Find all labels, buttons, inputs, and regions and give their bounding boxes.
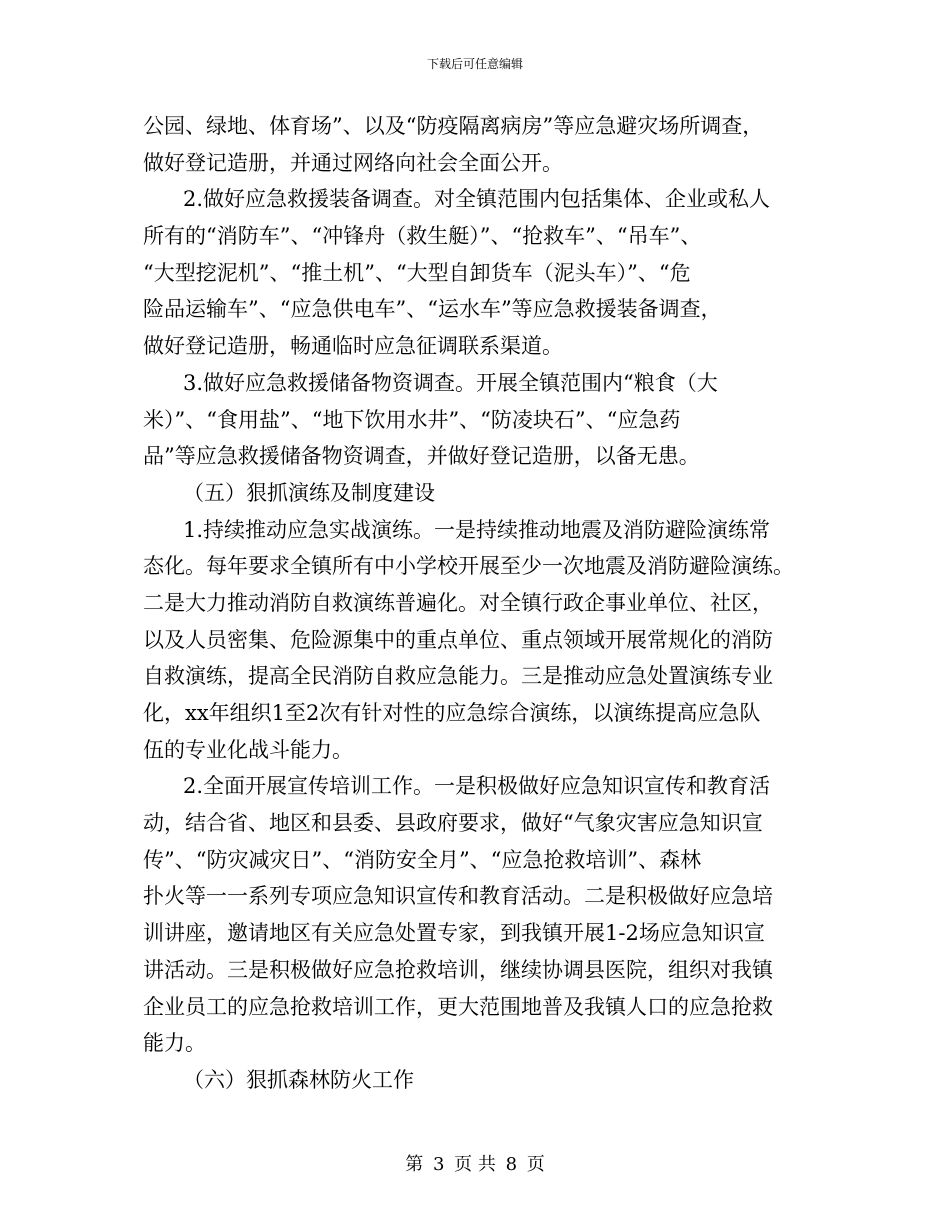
text-line: （五）狠抓演练及制度建设: [183, 480, 435, 505]
text-line: 做好登记造册，并通过网络向社会全面公开。: [143, 150, 563, 175]
text-line: 扑火等一一系列专项应急知识宣传和教育活动。二是积极做好应急培: [143, 884, 773, 909]
text-line: 米）”、“食用盐”、“地下饮用水井”、“防凌块石”、“应急药: [143, 407, 681, 432]
text-line: 品”等应急救援储备物资调查，并做好登记造册，以备无患。: [143, 444, 700, 469]
document-body: [143, 108, 808, 1099]
text-line: 化，xx年组织1至2次有针对性的应急综合演练，以演练提高应急队: [143, 701, 761, 725]
footer-suffix: 页: [526, 1154, 545, 1175]
text-line: 动，结合省、地区和县委、县政府要求，做好“气象灾害应急知识宣: [143, 811, 763, 836]
page-footer: [0, 1150, 950, 1176]
footer-prefix: 第: [405, 1154, 424, 1175]
text-line: 能力。: [143, 1031, 206, 1056]
text-line: 险品运输车”、“应急供电车”、“运水车”等应急救援装备调查，: [143, 297, 722, 322]
text-line: 1.持续推动应急实战演练。一是持续推动地震及消防避险演练常: [183, 517, 771, 542]
footer-total-pages: 8: [505, 1154, 518, 1175]
text-line: 训讲座，邀请地区有关应急处置专家，到我镇开展1-2场应急知识宣: [143, 921, 765, 946]
text-line: 企业员工的应急抢救培训工作，更大范围地普及我镇人口的应急抢救: [143, 994, 773, 1019]
text-line: 做好登记造册，畅通临时应急征调联系渠道。: [143, 334, 563, 359]
text-line: 3.做好应急救援储备物资调查。开展全镇范围内“粮食（大: [183, 370, 718, 395]
text-line: （六）狠抓森林防火工作: [183, 1067, 414, 1092]
text-line: 态化。每年要求全镇所有中小学校开展至少一次地震及消防避险演练。: [143, 554, 794, 579]
text-line: 公园、绿地、体育场”、以及“防疫隔离病房”等应急避灾场所调查，: [143, 114, 764, 138]
text-line: 二是大力推动消防自救演练普遍化。对全镇行政企事业单位、社区，: [143, 590, 773, 615]
footer-page-number: 3: [432, 1154, 445, 1175]
text-line: 2.做好应急救援装备调查。对全镇范围内包括集体、企业或私人: [183, 187, 771, 212]
text-line: 以及人员密集、危险源集中的重点单位、重点领域开展常规化的消防: [143, 627, 773, 652]
header-note: 下载后可任意编辑: [426, 57, 523, 71]
text-line: 所有的“消防车”、“冲锋舟（救生艇）”、“抢救车”、“吊车”、: [143, 224, 702, 249]
text-line: 伍的专业化战斗能力。: [143, 737, 353, 762]
text-line: 2.全面开展宣传培训工作。一是积极做好应急知识宣传和教育活: [183, 774, 771, 799]
text-line: 自救演练，提高全民消防自救应急能力。三是推动应急处置演练专业: [143, 664, 773, 689]
footer-middle: 页 共: [454, 1154, 496, 1175]
text-line: 传”、“防灾减灾日”、“消防安全月”、“应急抢救培训”、森林: [143, 847, 702, 872]
text-line: 讲活动。三是积极做好应急抢救培训，继续协调县医院，组织对我镇: [143, 957, 773, 982]
text-line: “大型挖泥机”、“推土机”、“大型自卸货车（泥头车）”、“危: [143, 260, 691, 285]
